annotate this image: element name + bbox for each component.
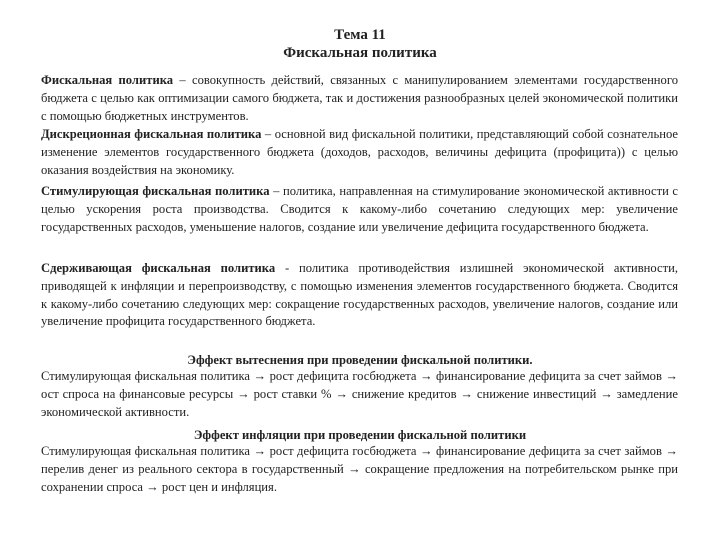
crowding-out-chain: Стимулирующая фискальная политика → рост дефицита госбюджета → финансирование дефицита за счет займов → ост спроса на финансовые ресурсы → рост ставки % → снижение кредитов → снижение инвестиций → замедление экономической активности. xyxy=(41,369,678,419)
inflation-chain: Стимулирующая фискальная политика → рост дефицита госбюджета → финансирование дефицита за счет займов → перелив денег из реального сектора в государственный → сокращение предложения на потребительском рынке при сохранении спроса → рост цен и инфляция. xyxy=(41,444,678,494)
heading-inflation-effect: Эффект инфляции при проведении фискальной политики xyxy=(193,428,527,442)
term-fiscal-policy: Фискальная политика xyxy=(41,73,174,87)
page-title: Фискальная политика xyxy=(283,45,437,61)
definition-text: - политика противодействия излишней экономической активности, приводящей к инфляции и перепроизводству, с помощью изменения элементов государственного бюджета. Сводится к какому-либо сочетанию следующих мер: сокращение государственных расходов, увеличение налогов, создание или увеличение профицита государственного бюджета. xyxy=(41,261,678,329)
definition-text: – основной вид фискальной политики, представляющий собой сознательное изменение элементов государственного бюджета (доходов, расходов, величины дефицита (профицита)) с целью оказания воздействия на экономику. xyxy=(41,127,678,177)
definition-stimulating-policy xyxy=(41,183,678,236)
definition-discretionary-policy xyxy=(41,126,678,179)
definition-fiscal-policy xyxy=(41,72,678,125)
topic-number: Тема 11 xyxy=(334,27,386,43)
definition-text: – совокупность действий, связанных с манипулированием элементами государственного бюджета с целью как оптимизации самого бюджета, так и достижения разнообразных целей экономической политики с помощью бюджетных инструментов. xyxy=(41,73,678,123)
heading-crowding-out-effect: Эффект вытеснения при проведении фискальной политики. xyxy=(187,353,533,367)
term-discretionary-policy: Дискреционная фискальная политика xyxy=(41,127,262,141)
definition-text: – политика, направленная на стимулирование экономической активности с целью ускорения роста производства. Сводится к какому-либо сочетанию следующих мер: увеличение государственных расходов, уменьшение налогов, создание или увеличение дефицита государственного бюджета. xyxy=(41,184,678,234)
term-restraining-policy: Сдерживающая фискальная политика xyxy=(41,261,276,275)
term-stimulating-policy: Стимулирующая фискальная политика xyxy=(41,184,270,198)
definition-restraining-policy xyxy=(41,260,678,331)
